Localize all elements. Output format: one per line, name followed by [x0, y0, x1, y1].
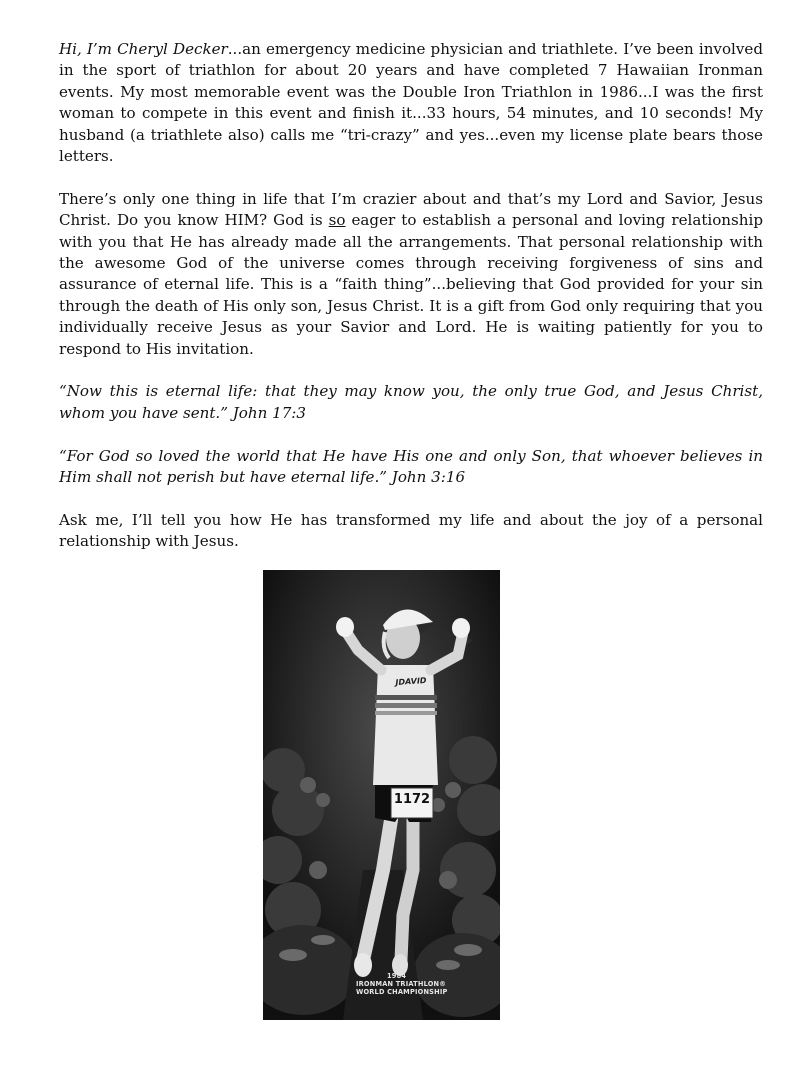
caption-year: 1984 [387, 972, 407, 980]
scripture-quote-john-3: “For God so loved the world that He have His one and only Son, that whoever believes in Him shall not perish but have eternal life.” John 3:16 [59, 446, 763, 487]
faith-text-end: eager to establish a personal and loving relationship with you that He has already made all the arrangements. That personal relationship with the awesome God of the universe comes through receiving forgiveness of sins and assurance of eternal life. This is a “faith thing”...believing that God provided for your sin through the death of His only son, Jesus Christ. It is a gift from God only requiring that you individually receive Jesus as your Savior and Lord. He is waiting patiently for you to respond to His invitation. [59, 211, 763, 358]
singlet-logo: JDAVID [395, 675, 427, 688]
finish-line-photo [263, 570, 500, 1020]
caption-line-2: WORLD CHAMPIONSHIP [356, 988, 448, 996]
runner-photo-illustration [263, 570, 500, 1020]
caption-line-1: IRONMAN TRIATHLON® [356, 980, 447, 988]
intro-text: ...an emergency medicine physician and triathlete. I’ve been involved in the sport of triathlon for about 20 years and have completed 7 Hawaiian Ironman events. My most memorable event was the Double Iron Triathlon in 1986...I was the first woman to compete in this event and finish it...33 hours, 54 minutes, and 10 seconds! My husband (a triathlete also) calls me “tri-crazy” and yes...even my license plate bears those letters. [59, 40, 763, 166]
photo-caption [356, 972, 486, 996]
faith-paragraph [59, 189, 763, 360]
intro-paragraph [59, 39, 763, 167]
faith-text-start: There’s only one thing in life that I’m crazier about and that’s my Lord and Savior, Jesus Christ. Do you know HIM? God is [59, 189, 763, 230]
race-bib-number: 1172 [393, 792, 431, 807]
document-body [59, 39, 763, 553]
scripture-quote-john-17: “Now this is eternal life: that they may know you, the only true God, and Jesus Christ, whom you have sent.” John 17:3 [59, 382, 763, 422]
intro-name: Hi, I’m Cheryl Decker [59, 40, 228, 58]
closing-paragraph: Ask me, I’ll tell you how He has transformed my life and about the joy of a personal relationship with Jesus. [59, 510, 763, 551]
underlined-word: so [328, 211, 346, 230]
